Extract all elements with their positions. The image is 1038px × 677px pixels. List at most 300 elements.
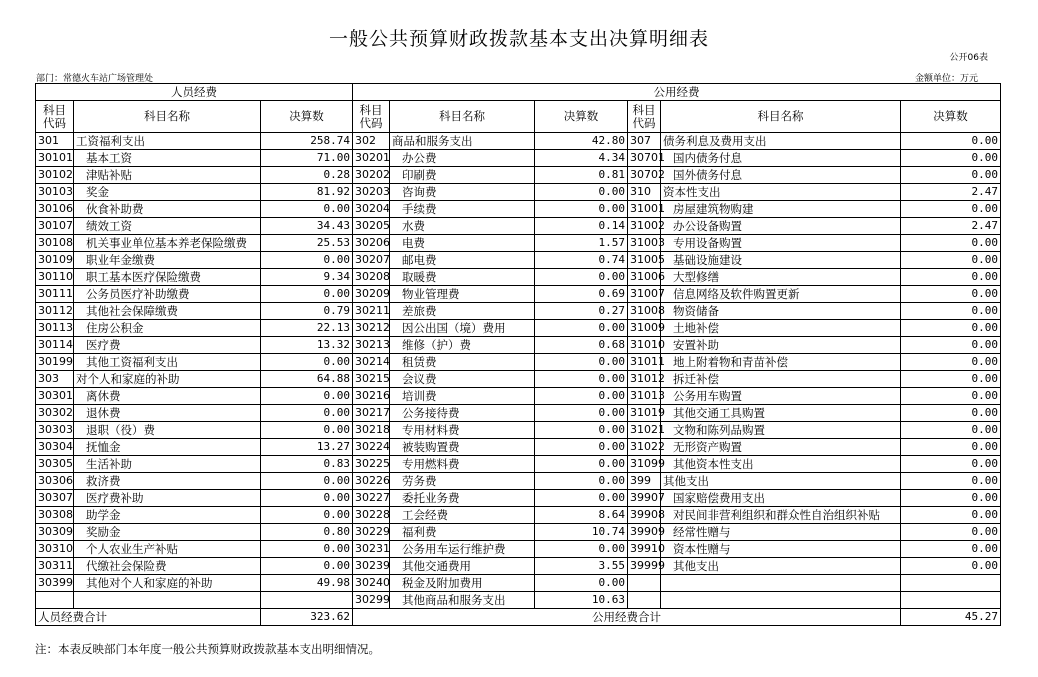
amount-value: 0.00 bbox=[261, 405, 353, 422]
amount-value: 0.00 bbox=[261, 252, 353, 269]
amount-value: 0.00 bbox=[901, 439, 1001, 456]
table-row bbox=[36, 558, 1001, 575]
subject-name: 医疗费 bbox=[74, 337, 261, 354]
amount-header: 决算数 bbox=[901, 101, 1001, 133]
subject-name: 税金及附加费用 bbox=[390, 575, 535, 592]
form-number: 公开06表 bbox=[949, 53, 988, 63]
subject-name: 基础设施建设 bbox=[661, 252, 901, 269]
amount-value: 0.00 bbox=[901, 337, 1001, 354]
subject-code: 30205 bbox=[353, 218, 390, 235]
totals-row bbox=[36, 609, 1001, 626]
table-row bbox=[36, 201, 1001, 218]
amount-value: 8.64 bbox=[535, 507, 628, 524]
subject-name: 印刷费 bbox=[390, 167, 535, 184]
table-column-header-row bbox=[36, 101, 1001, 133]
subject-name: 福利费 bbox=[390, 524, 535, 541]
amount-value: 0.00 bbox=[535, 184, 628, 201]
subject-code: 30310 bbox=[36, 541, 74, 558]
amount-value: 13.32 bbox=[261, 337, 353, 354]
subject-name: 专用燃料费 bbox=[390, 456, 535, 473]
subject-name: 被装购置费 bbox=[390, 439, 535, 456]
subject-name: 其他支出 bbox=[661, 473, 901, 490]
amount-value: 0.00 bbox=[901, 320, 1001, 337]
amount-value: 0.00 bbox=[261, 388, 353, 405]
subject-code: 31012 bbox=[628, 371, 661, 388]
subject-name: 公务员医疗补助缴费 bbox=[74, 286, 261, 303]
amount-value: 0.00 bbox=[535, 541, 628, 558]
subject-code: 30107 bbox=[36, 218, 74, 235]
department-label: 部门：常德火车站广场管理处 bbox=[36, 74, 154, 84]
subject-code: 31011 bbox=[628, 354, 661, 371]
subject-code: 30228 bbox=[353, 507, 390, 524]
amount-value: 0.00 bbox=[535, 354, 628, 371]
subject-name: 专用设备购置 bbox=[661, 235, 901, 252]
subject-code: 30216 bbox=[353, 388, 390, 405]
subject-name: 手续费 bbox=[390, 201, 535, 218]
subject-name: 其他社会保障缴费 bbox=[74, 303, 261, 320]
subject-name: 差旅费 bbox=[390, 303, 535, 320]
subject-name: 房屋建筑物购建 bbox=[661, 201, 901, 218]
subject-name: 公务接待费 bbox=[390, 405, 535, 422]
subject-name: 职工基本医疗保险缴费 bbox=[74, 269, 261, 286]
subject-code: 30231 bbox=[353, 541, 390, 558]
personnel-total-value: 323.62 bbox=[261, 609, 353, 626]
subject-code: 30229 bbox=[353, 524, 390, 541]
subject-name: 大型修缮 bbox=[661, 269, 901, 286]
subject-code bbox=[628, 575, 661, 592]
amount-value: 0.00 bbox=[535, 269, 628, 286]
subject-name: 电费 bbox=[390, 235, 535, 252]
table-row bbox=[36, 167, 1001, 184]
subject-name: 取暖费 bbox=[390, 269, 535, 286]
amount-value: 258.74 bbox=[261, 133, 353, 150]
table-row bbox=[36, 235, 1001, 252]
amount-value: 0.00 bbox=[901, 303, 1001, 320]
amount-value bbox=[261, 592, 353, 609]
code-header: 科目 代码 bbox=[628, 101, 661, 133]
table-row bbox=[36, 422, 1001, 439]
subject-name: 退休费 bbox=[74, 405, 261, 422]
subject-code: 31013 bbox=[628, 388, 661, 405]
subject-code bbox=[36, 592, 74, 609]
subject-code: 30239 bbox=[353, 558, 390, 575]
subject-code: 31099 bbox=[628, 456, 661, 473]
subject-name: 文物和陈列品购置 bbox=[661, 422, 901, 439]
subject-name: 退职（役）费 bbox=[74, 422, 261, 439]
table-row bbox=[36, 252, 1001, 269]
page-title: 一般公共预算财政拨款基本支出决算明细表 bbox=[328, 28, 709, 50]
subject-code: 30202 bbox=[353, 167, 390, 184]
amount-value: 0.74 bbox=[535, 252, 628, 269]
subject-code: 30303 bbox=[36, 422, 74, 439]
amount-value: 0.00 bbox=[535, 388, 628, 405]
amount-value: 0.00 bbox=[901, 507, 1001, 524]
subject-code: 307 bbox=[628, 133, 661, 150]
subject-name: 债务利息及费用支出 bbox=[661, 133, 901, 150]
subject-code: 30240 bbox=[353, 575, 390, 592]
subject-name: 公务用车运行维护费 bbox=[390, 541, 535, 558]
amount-value: 0.00 bbox=[901, 150, 1001, 167]
amount-value: 0.00 bbox=[261, 422, 353, 439]
subject-name: 其他商品和服务支出 bbox=[390, 592, 535, 609]
subject-code: 30702 bbox=[628, 167, 661, 184]
subject-name: 安置补助 bbox=[661, 337, 901, 354]
subject-name: 邮电费 bbox=[390, 252, 535, 269]
amount-value: 0.27 bbox=[535, 303, 628, 320]
unit-label: 金额单位：万元 bbox=[914, 74, 978, 84]
amount-value: 0.00 bbox=[261, 558, 353, 575]
subject-name: 救济费 bbox=[74, 473, 261, 490]
subject-code bbox=[628, 592, 661, 609]
subject-name: 机关事业单位基本养老保险缴费 bbox=[74, 235, 261, 252]
table-row bbox=[36, 269, 1001, 286]
amount-value: 2.47 bbox=[901, 218, 1001, 235]
subject-code: 30206 bbox=[353, 235, 390, 252]
subject-code: 31009 bbox=[628, 320, 661, 337]
table-row bbox=[36, 490, 1001, 507]
public-total-value: 45.27 bbox=[901, 609, 1001, 626]
subject-code: 30218 bbox=[353, 422, 390, 439]
subject-code: 30203 bbox=[353, 184, 390, 201]
subject-code: 303 bbox=[36, 371, 74, 388]
subject-name: 水费 bbox=[390, 218, 535, 235]
table-row bbox=[36, 150, 1001, 167]
personnel-total-label: 人员经费合计 bbox=[36, 609, 261, 626]
table-header-group-row bbox=[36, 84, 1001, 101]
subject-name: 抚恤金 bbox=[74, 439, 261, 456]
subject-name: 奖励金 bbox=[74, 524, 261, 541]
table-row bbox=[36, 456, 1001, 473]
amount-value: 0.80 bbox=[261, 524, 353, 541]
subject-code: 31019 bbox=[628, 405, 661, 422]
amount-value: 0.28 bbox=[261, 167, 353, 184]
subject-code: 30311 bbox=[36, 558, 74, 575]
amount-value: 0.68 bbox=[535, 337, 628, 354]
table-row bbox=[36, 184, 1001, 201]
amount-value: 0.00 bbox=[901, 133, 1001, 150]
name-header: 科目名称 bbox=[74, 101, 261, 133]
subject-name: 助学金 bbox=[74, 507, 261, 524]
amount-value: 0.00 bbox=[901, 405, 1001, 422]
amount-value: 10.63 bbox=[535, 592, 628, 609]
subject-code: 39908 bbox=[628, 507, 661, 524]
subject-code: 30199 bbox=[36, 354, 74, 371]
amount-value bbox=[901, 575, 1001, 592]
subject-code: 30226 bbox=[353, 473, 390, 490]
amount-value: 0.00 bbox=[261, 286, 353, 303]
subject-name: 商品和服务支出 bbox=[390, 133, 535, 150]
code-header: 科目 代码 bbox=[36, 101, 74, 133]
subject-name: 无形资产购置 bbox=[661, 439, 901, 456]
subject-code: 31008 bbox=[628, 303, 661, 320]
table-row bbox=[36, 133, 1001, 150]
subject-name: 因公出国（境）费用 bbox=[390, 320, 535, 337]
subject-name: 委托业务费 bbox=[390, 490, 535, 507]
subject-name: 职业年金缴费 bbox=[74, 252, 261, 269]
subject-code: 31022 bbox=[628, 439, 661, 456]
subject-name: 经常性赠与 bbox=[661, 524, 901, 541]
amount-value: 0.14 bbox=[535, 218, 628, 235]
amount-value: 0.00 bbox=[535, 473, 628, 490]
table-row bbox=[36, 388, 1001, 405]
subject-code: 31005 bbox=[628, 252, 661, 269]
subject-name: 工资福利支出 bbox=[74, 133, 261, 150]
code-header: 科目 代码 bbox=[353, 101, 390, 133]
amount-value: 0.00 bbox=[261, 490, 353, 507]
subject-code: 30111 bbox=[36, 286, 74, 303]
subject-code: 30301 bbox=[36, 388, 74, 405]
subject-code: 39910 bbox=[628, 541, 661, 558]
subject-code: 30213 bbox=[353, 337, 390, 354]
subject-name: 国家赔偿费用支出 bbox=[661, 490, 901, 507]
subject-code: 31021 bbox=[628, 422, 661, 439]
amount-value: 0.00 bbox=[261, 541, 353, 558]
subject-code: 30101 bbox=[36, 150, 74, 167]
subject-code: 30102 bbox=[36, 167, 74, 184]
subject-name: 租赁费 bbox=[390, 354, 535, 371]
amount-value: 0.00 bbox=[535, 405, 628, 422]
subject-name: 工会经费 bbox=[390, 507, 535, 524]
amount-value: 0.00 bbox=[535, 422, 628, 439]
subject-name: 其他资本性支出 bbox=[661, 456, 901, 473]
amount-value: 0.00 bbox=[901, 269, 1001, 286]
subject-code: 30299 bbox=[353, 592, 390, 609]
subject-name: 基本工资 bbox=[74, 150, 261, 167]
subject-code: 30114 bbox=[36, 337, 74, 354]
amount-value: 0.83 bbox=[261, 456, 353, 473]
subject-name: 其他支出 bbox=[661, 558, 901, 575]
subject-name: 津贴补贴 bbox=[74, 167, 261, 184]
table-row bbox=[36, 575, 1001, 592]
subject-code: 31007 bbox=[628, 286, 661, 303]
subject-name: 地上附着物和青苗补偿 bbox=[661, 354, 901, 371]
subject-name: 物资储备 bbox=[661, 303, 901, 320]
public-total-label: 公用经费合计 bbox=[353, 609, 901, 626]
subject-name: 其他交通工具购置 bbox=[661, 405, 901, 422]
subject-code: 30103 bbox=[36, 184, 74, 201]
subject-code: 30307 bbox=[36, 490, 74, 507]
subject-code: 30227 bbox=[353, 490, 390, 507]
subject-name: 代缴社会保险费 bbox=[74, 558, 261, 575]
expenditure-table bbox=[35, 83, 1001, 626]
table-row bbox=[36, 286, 1001, 303]
subject-code: 30209 bbox=[353, 286, 390, 303]
subject-code: 30112 bbox=[36, 303, 74, 320]
subject-code: 30204 bbox=[353, 201, 390, 218]
amount-value: 0.79 bbox=[261, 303, 353, 320]
amount-value: 25.53 bbox=[261, 235, 353, 252]
subject-name: 专用材料费 bbox=[390, 422, 535, 439]
subject-name: 会议费 bbox=[390, 371, 535, 388]
subject-name: 劳务费 bbox=[390, 473, 535, 490]
personnel-header: 人员经费 bbox=[36, 84, 353, 101]
subject-name: 办公设备购置 bbox=[661, 218, 901, 235]
table-row bbox=[36, 592, 1001, 609]
amount-value: 3.55 bbox=[535, 558, 628, 575]
table-row bbox=[36, 507, 1001, 524]
subject-code: 30208 bbox=[353, 269, 390, 286]
subject-name: 办公费 bbox=[390, 150, 535, 167]
table-row bbox=[36, 473, 1001, 490]
name-header: 科目名称 bbox=[390, 101, 535, 133]
subject-code: 30109 bbox=[36, 252, 74, 269]
subject-name: 维修（护）费 bbox=[390, 337, 535, 354]
subject-code: 310 bbox=[628, 184, 661, 201]
name-header: 科目名称 bbox=[661, 101, 901, 133]
table-row bbox=[36, 354, 1001, 371]
amount-value: 0.00 bbox=[535, 490, 628, 507]
subject-code: 30308 bbox=[36, 507, 74, 524]
subject-code: 31002 bbox=[628, 218, 661, 235]
subject-name: 公务用车购置 bbox=[661, 388, 901, 405]
subject-name bbox=[661, 575, 901, 592]
amount-header: 决算数 bbox=[261, 101, 353, 133]
amount-value: 0.00 bbox=[901, 371, 1001, 388]
subject-code: 30110 bbox=[36, 269, 74, 286]
amount-value: 4.34 bbox=[535, 150, 628, 167]
amount-value bbox=[901, 592, 1001, 609]
table-row bbox=[36, 524, 1001, 541]
amount-value: 0.00 bbox=[901, 541, 1001, 558]
subject-code: 30106 bbox=[36, 201, 74, 218]
subject-name: 资本性支出 bbox=[661, 184, 901, 201]
amount-value: 0.00 bbox=[535, 320, 628, 337]
amount-value: 0.00 bbox=[901, 167, 1001, 184]
subject-code: 39907 bbox=[628, 490, 661, 507]
amount-value: 0.00 bbox=[901, 286, 1001, 303]
subject-code: 399 bbox=[628, 473, 661, 490]
amount-value: 0.00 bbox=[901, 558, 1001, 575]
subject-name: 个人农业生产补贴 bbox=[74, 541, 261, 558]
subject-code: 30224 bbox=[353, 439, 390, 456]
subject-code: 30302 bbox=[36, 405, 74, 422]
subject-code: 30309 bbox=[36, 524, 74, 541]
subject-name bbox=[661, 592, 901, 609]
subject-code: 31010 bbox=[628, 337, 661, 354]
subject-name: 信息网络及软件购置更新 bbox=[661, 286, 901, 303]
amount-value: 0.00 bbox=[261, 507, 353, 524]
subject-name: 土地补偿 bbox=[661, 320, 901, 337]
amount-value: 0.00 bbox=[261, 473, 353, 490]
subject-code: 30305 bbox=[36, 456, 74, 473]
subject-code: 30212 bbox=[353, 320, 390, 337]
subject-name: 培训费 bbox=[390, 388, 535, 405]
amount-value: 0.00 bbox=[901, 473, 1001, 490]
subject-code: 31001 bbox=[628, 201, 661, 218]
amount-value: 0.00 bbox=[901, 235, 1001, 252]
amount-value: 0.00 bbox=[901, 422, 1001, 439]
amount-value: 0.00 bbox=[535, 439, 628, 456]
public-header: 公用经费 bbox=[353, 84, 1001, 101]
subject-name: 其他工资福利支出 bbox=[74, 354, 261, 371]
subject-name: 国外债务付息 bbox=[661, 167, 901, 184]
subject-code: 31006 bbox=[628, 269, 661, 286]
amount-value: 0.00 bbox=[901, 201, 1001, 218]
subject-code: 30211 bbox=[353, 303, 390, 320]
table-row bbox=[36, 541, 1001, 558]
table-row bbox=[36, 320, 1001, 337]
subject-code: 30108 bbox=[36, 235, 74, 252]
subject-code: 30214 bbox=[353, 354, 390, 371]
amount-value: 0.00 bbox=[535, 371, 628, 388]
table-row bbox=[36, 303, 1001, 320]
amount-value: 0.81 bbox=[535, 167, 628, 184]
subject-name: 其他交通费用 bbox=[390, 558, 535, 575]
subject-code: 39999 bbox=[628, 558, 661, 575]
subject-name: 住房公积金 bbox=[74, 320, 261, 337]
subject-code: 30215 bbox=[353, 371, 390, 388]
amount-value: 0.00 bbox=[901, 490, 1001, 507]
subject-code: 30225 bbox=[353, 456, 390, 473]
subject-name: 物业管理费 bbox=[390, 286, 535, 303]
amount-header: 决算数 bbox=[535, 101, 628, 133]
subject-code: 31003 bbox=[628, 235, 661, 252]
subject-code: 30217 bbox=[353, 405, 390, 422]
subject-name: 咨询费 bbox=[390, 184, 535, 201]
amount-value: 13.27 bbox=[261, 439, 353, 456]
subject-name: 其他对个人和家庭的补助 bbox=[74, 575, 261, 592]
amount-value: 0.00 bbox=[901, 252, 1001, 269]
subject-code: 302 bbox=[353, 133, 390, 150]
amount-value: 9.34 bbox=[261, 269, 353, 286]
subject-code: 30399 bbox=[36, 575, 74, 592]
amount-value: 34.43 bbox=[261, 218, 353, 235]
subject-name: 资本性赠与 bbox=[661, 541, 901, 558]
table-row bbox=[36, 371, 1001, 388]
amount-value: 71.00 bbox=[261, 150, 353, 167]
amount-value: 0.00 bbox=[535, 456, 628, 473]
amount-value: 2.47 bbox=[901, 184, 1001, 201]
table-row bbox=[36, 439, 1001, 456]
subject-code: 30201 bbox=[353, 150, 390, 167]
subject-name: 伙食补助费 bbox=[74, 201, 261, 218]
amount-value: 0.00 bbox=[261, 354, 353, 371]
subject-code: 30113 bbox=[36, 320, 74, 337]
table-row bbox=[36, 337, 1001, 354]
subject-code: 39909 bbox=[628, 524, 661, 541]
amount-value: 0.00 bbox=[901, 456, 1001, 473]
subject-name: 国内债务付息 bbox=[661, 150, 901, 167]
amount-value: 1.57 bbox=[535, 235, 628, 252]
subject-name: 奖金 bbox=[74, 184, 261, 201]
subject-code: 30306 bbox=[36, 473, 74, 490]
subject-name: 对民间非营利组织和群众性自治组织补贴 bbox=[661, 507, 901, 524]
amount-value: 49.98 bbox=[261, 575, 353, 592]
subject-name: 绩效工资 bbox=[74, 218, 261, 235]
subject-code: 30304 bbox=[36, 439, 74, 456]
amount-value: 22.13 bbox=[261, 320, 353, 337]
subject-name: 对个人和家庭的补助 bbox=[74, 371, 261, 388]
amount-value: 10.74 bbox=[535, 524, 628, 541]
subject-name: 拆迁补偿 bbox=[661, 371, 901, 388]
amount-value: 0.00 bbox=[535, 201, 628, 218]
amount-value: 64.88 bbox=[261, 371, 353, 388]
subject-name: 医疗费补助 bbox=[74, 490, 261, 507]
amount-value: 0.00 bbox=[901, 388, 1001, 405]
amount-value: 81.92 bbox=[261, 184, 353, 201]
subject-name: 离休费 bbox=[74, 388, 261, 405]
subject-code: 30207 bbox=[353, 252, 390, 269]
amount-value: 0.00 bbox=[901, 354, 1001, 371]
table-row bbox=[36, 405, 1001, 422]
amount-value: 0.69 bbox=[535, 286, 628, 303]
footnote: 注：本表反映部门本年度一般公共预算财政拨款基本支出明细情况。 bbox=[35, 642, 380, 656]
table-row bbox=[36, 218, 1001, 235]
subject-name bbox=[74, 592, 261, 609]
amount-value: 0.00 bbox=[535, 575, 628, 592]
subject-code: 30701 bbox=[628, 150, 661, 167]
amount-value: 0.00 bbox=[261, 201, 353, 218]
